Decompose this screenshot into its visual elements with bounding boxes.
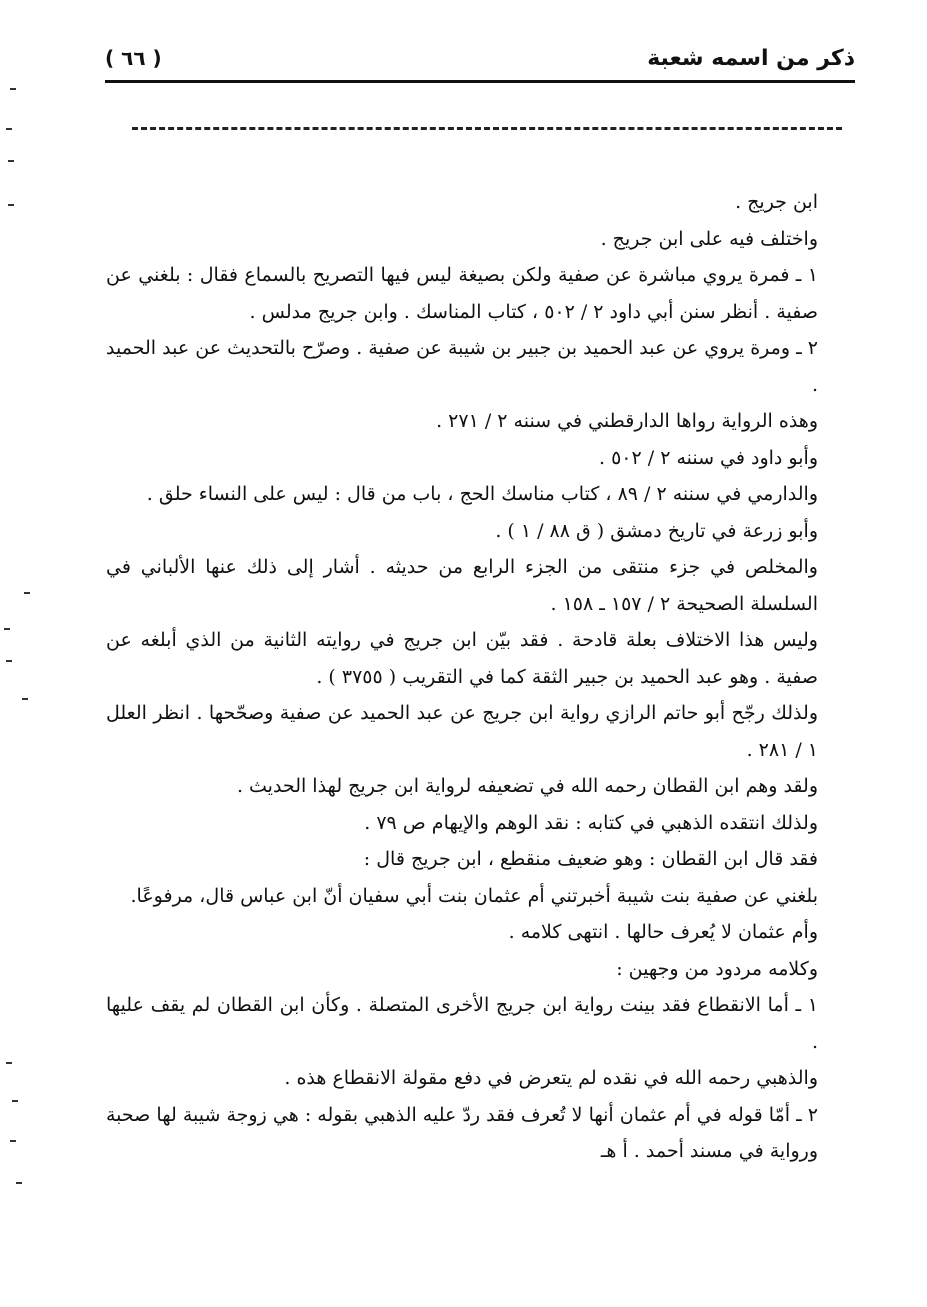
page-header (105, 40, 855, 83)
paragraph: فقد قال ابن القطان : وهو ضعيف منقطع ، ابن جريج قال : (363, 848, 818, 870)
paragraph: وهذه الرواية رواها الدارقطني في سننه ٢ / ٢٧١ . (436, 410, 818, 432)
body-text (106, 184, 818, 1170)
scan-mark (6, 660, 12, 662)
running-title: ذكر من اسمه شعبة (647, 46, 855, 71)
scan-mark (16, 1182, 22, 1184)
paragraph: ولقد وهم ابن القطان رحمه الله في تضعيفه لرواية ابن جريج لهذا الحديث . (236, 775, 818, 797)
paragraph: والمخلص في جزء منتقى من الجزء الرابع من حديثه . أشار إلى ذلك عنها الألباني في السلسلة الصحيحة ٢ / ١٥٧ ـ ١٥٨ . (106, 556, 818, 615)
paragraph: وأبو زرعة في تاريخ دمشق ( ق ٨٨ / ١ ) . (495, 519, 818, 542)
scan-mark (4, 628, 10, 630)
paragraph: ١ ـ أما الانقطاع فقد بينت رواية ابن جريج الأخرى المتصلة . وكأن ابن القطان لم يقف عليها . (106, 994, 818, 1053)
scan-mark (10, 88, 16, 90)
paragraph: ولذلك انتقده الذهبي في كتابه : نقد الوهم والإيهام ص ٧٩ . (364, 811, 818, 834)
paragraph: وأم عثمان لا يُعرف حالها . انتهى كلامه . (508, 921, 818, 943)
paragraph: وليس هذا الاختلاف بعلة قادحة . فقد بيّن ابن جريج في روايته الثانية من الذي أبلغه عن صفية . وهو عبد الحميد بن جبير الثقة كما في التقريب ( ٣٧٥٥ ) . (106, 629, 818, 688)
paragraph: ٢ ـ ومرة يروي عن عبد الحميد بن جبير بن شيبة عن صفية . وصرّح بالتحديث عن عبد الحميد . (106, 337, 818, 396)
scan-mark (22, 698, 28, 700)
scan-mark (8, 204, 14, 206)
paragraph: وكلامه مردود من وجهين : (616, 957, 818, 980)
paragraph: ٢ ـ أمّا قوله في أم عثمان أنها لا تُعرف فقد ردّ عليه الذهبي بقوله : هي زوجة شيبة لها صحبة ورواية في مسند أحمد . أ هـ (106, 1103, 818, 1162)
scan-mark (8, 160, 14, 162)
scan-mark (12, 1100, 18, 1102)
scan-mark (6, 1062, 12, 1064)
paragraph: ولذلك رجّح أبو حاتم الرازي رواية ابن جريج عن عبد الحميد عن صفية وصحّحها . انظر العلل ١ / ٢٨١ . (106, 702, 818, 761)
paragraph: وأبو داود في سننه ٢ / ٥٠٢ . (598, 446, 818, 469)
dashed-separator (132, 127, 842, 130)
paragraph: ابن جريج . (735, 191, 818, 213)
scan-mark (24, 592, 30, 594)
paragraph: بلغني عن صفية بنت شيبة أخبرتني أم عثمان بنت أبي سفيان أنّ ابن عباس قال، مرفوعًا. (130, 884, 818, 907)
page-number: ( ٦٦ ) (105, 46, 162, 70)
paragraph: والذهبي رحمه الله في نقده لم يتعرض في دفع مقولة الانقطاع هذه . (284, 1067, 818, 1089)
scan-mark (6, 128, 12, 130)
paragraph: والدارمي في سننه ٢ / ٨٩ ، كتاب مناسك الحج ، باب من قال : ليس على النساء حلق . (146, 483, 818, 505)
paragraph: ١ ـ فمرة يروي مباشرة عن صفية ولكن بصيغة ليس فيها التصريح بالسماع فقال : بلغني عن صفية . أنظر سنن أبي داود ٢ / ٥٠٢ ، كتاب المناسك . وابن جريج مدلس . (106, 264, 818, 323)
paragraph: واختلف فيه على ابن جريج . (600, 227, 818, 250)
scan-mark (10, 1140, 16, 1142)
